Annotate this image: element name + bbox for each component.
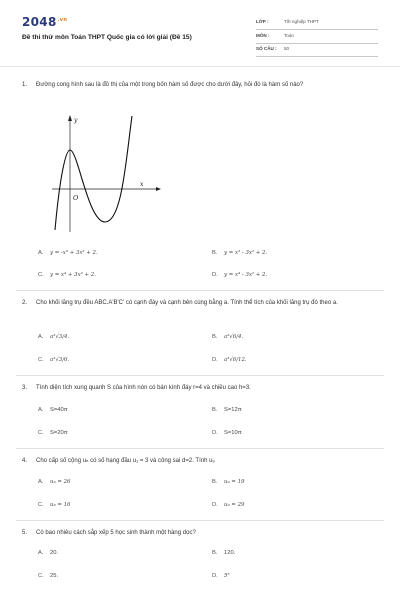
meta-key: SỐ CÂU : [256,46,277,51]
function-graph [52,114,162,232]
option-label: D. [212,430,218,436]
option-text: u₉ = 16 [50,502,71,508]
option-label: A. [38,407,44,413]
option-label: B. [212,479,218,485]
option-text: u₉ = 26 [50,479,71,485]
question-number: 4. [22,458,28,464]
option-text: 25. [50,573,59,579]
option-text: u₉ = 19 [224,479,245,485]
question-number: 1. [22,82,28,88]
header-divider [0,66,400,67]
option-text: y = x³ - 3x² + 2. [224,250,268,256]
option-label: C. [38,573,44,579]
question-text: Đường cong hình sau là đồ thị của một trong bốn hàm số được cho dưới đây, hỏi đó là hàm số nào? [36,82,304,88]
meta-class [256,16,378,30]
question-number: 3. [22,385,28,391]
question-divider [16,448,384,449]
question-text: Tính diện tích xung quanh S của hình nón có bán kính đáy r=4 và chiều cao h=3. [36,385,251,391]
option-2c[interactable] [38,357,69,363]
option-label: C. [38,430,44,436]
option-label: B. [212,550,218,556]
logo-suffix: .vn [57,17,68,23]
option-label: B. [212,250,218,256]
option-text: a³√3/6. [50,357,70,363]
option-1d[interactable] [212,272,267,278]
option-1a[interactable] [38,250,98,256]
option-label: D. [212,272,218,278]
option-3b[interactable] [212,407,242,413]
option-2a[interactable] [38,334,69,340]
option-label: B. [212,334,218,340]
x-axis-arrow [156,187,161,191]
option-text: 20. [50,550,59,556]
question-divider [16,375,384,376]
meta-value: 50 [284,46,290,51]
option-label: D. [212,573,218,579]
option-5b[interactable] [212,550,235,556]
option-3c[interactable] [38,430,68,436]
option-2d[interactable] [212,357,247,363]
option-label: A. [38,479,44,485]
origin-label: O [73,194,79,202]
option-label: A. [38,334,44,340]
option-text: S=10π [224,430,242,436]
option-text: y = -x³ + 3x² + 2. [50,250,98,256]
option-4c[interactable] [38,502,70,508]
option-3a[interactable] [38,407,68,413]
question-number: 2. [22,300,28,306]
option-4a[interactable] [38,479,70,485]
option-text: y = x⁴ + 3x² + 2. [50,272,96,278]
option-5c[interactable] [38,573,58,579]
option-2b[interactable] [212,334,243,340]
option-text: y = x⁴ - 3x² + 2. [224,272,268,278]
option-text: S=40π [50,407,68,413]
option-text: u₉ = 29 [224,502,245,508]
meta-value: Toán [284,33,294,38]
meta-key: MÔN : [256,33,270,38]
option-text: a³√3/4. [50,334,70,340]
option-label: C. [38,357,44,363]
option-text: S=20π [50,430,68,436]
option-text: a³√6/4. [224,334,244,340]
option-3d[interactable] [212,430,242,436]
option-1c[interactable] [38,272,96,278]
cubic-curve [55,116,132,230]
question-text: Có bao nhiêu cách sắp xếp 5 học sinh thành một hàng dọc? [36,530,196,536]
option-text: a³√6/12. [224,357,247,363]
option-4b[interactable] [212,479,244,485]
option-label: A. [38,550,44,556]
option-label: B. [212,407,218,413]
question-divider [16,290,384,291]
question-number: 5. [22,530,28,536]
option-4d[interactable] [212,502,244,508]
option-label: A. [38,250,44,256]
question-divider [16,520,384,521]
meta-subject [256,30,378,44]
option-label: D. [212,502,218,508]
exam-title: Đề thi thử môn Toán THPT Quốc gia có lời giải (Đề 15) [22,34,192,41]
option-1b[interactable] [212,250,267,256]
option-text: 120. [224,550,236,556]
logo-text: 2048 [22,15,57,29]
meta-key: LỚP : [256,19,269,24]
y-axis-arrow [68,115,72,121]
option-label: C. [38,502,44,508]
question-text: Cho khối lăng trụ đều ABC.A'B'C' có cạnh đáy và cạnh bên cùng bằng a. Tính thể tích của khối lăng trụ đó theo a. [36,300,338,306]
meta-count [256,43,378,57]
x-axis-label: x [140,181,144,188]
question-text: Cho cấp số cộng uₙ có số hạng đầu u₁ = 3 và công sai d=2. Tính u₉ [36,458,215,464]
option-5a[interactable] [38,550,58,556]
site-logo[interactable] [22,15,67,29]
option-5d[interactable] [212,573,230,579]
y-axis-label: y [74,117,78,124]
option-text: 5⁵ [224,573,230,579]
option-label: D. [212,357,218,363]
meta-value: Tốt nghiệp THPT [284,19,319,24]
option-label: C. [38,272,44,278]
option-text: S=12π [224,407,242,413]
